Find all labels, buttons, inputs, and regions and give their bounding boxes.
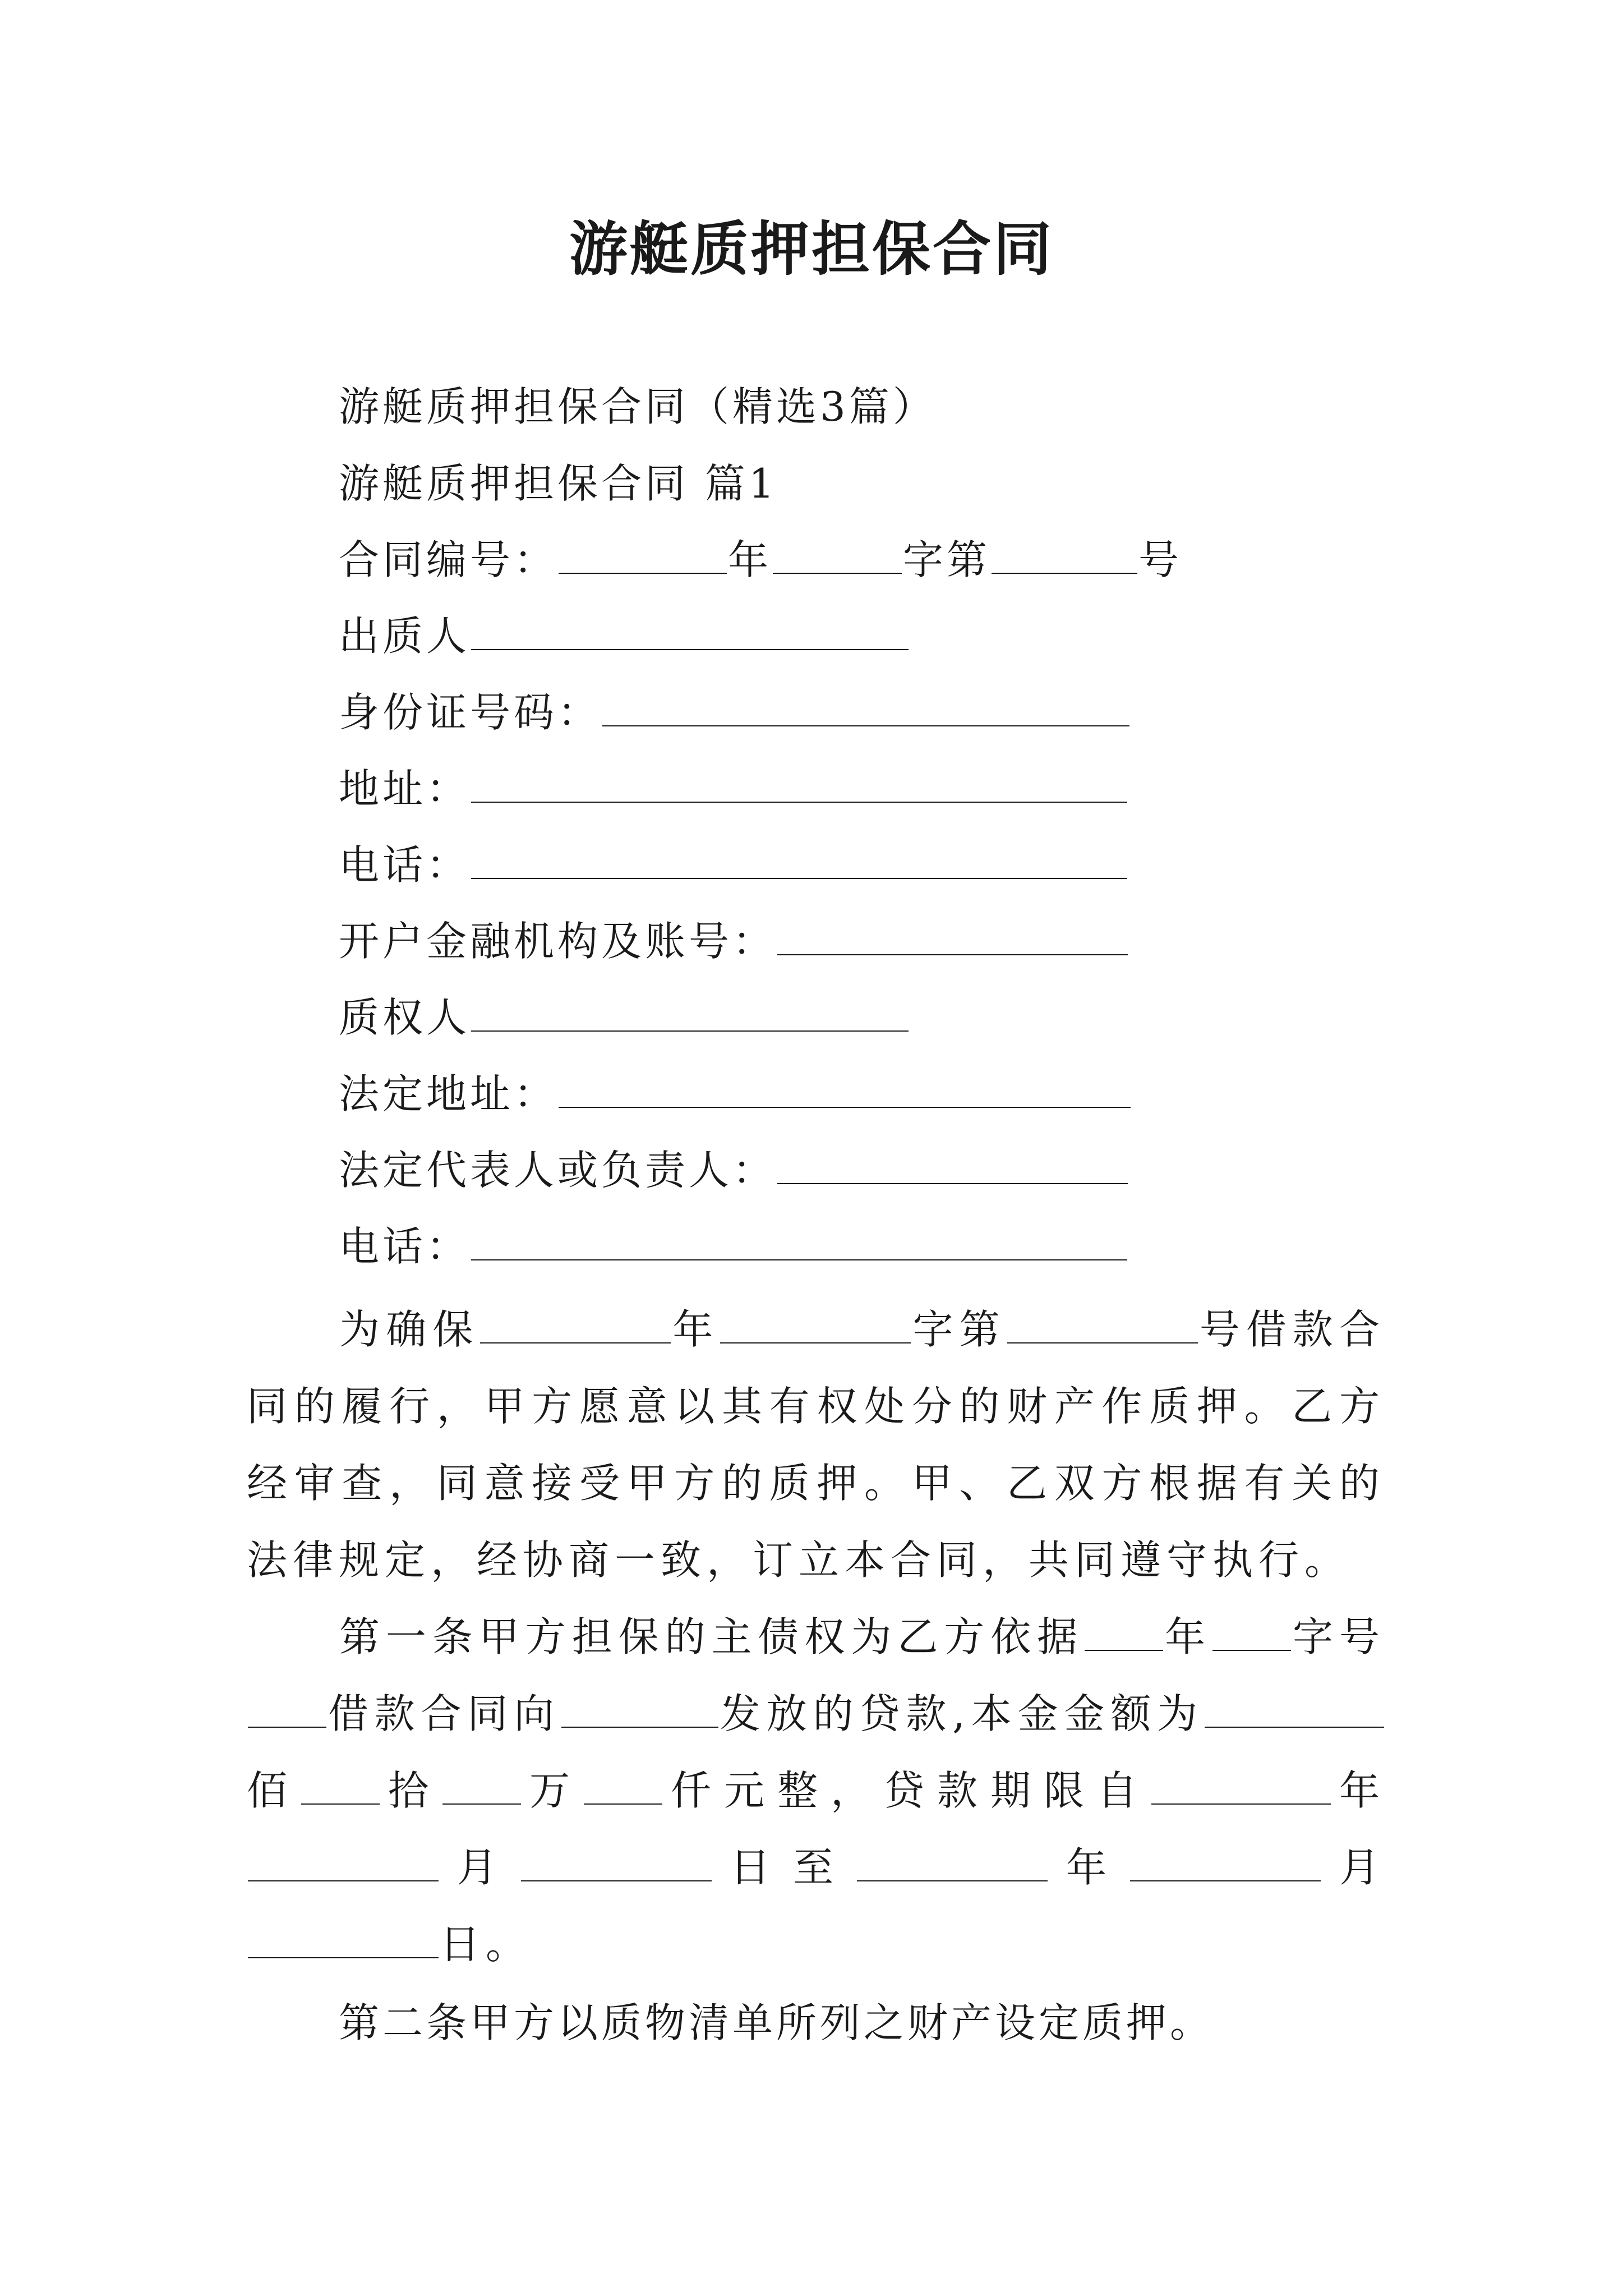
pledgor-address-line: [339, 761, 1128, 817]
article1-lender-blank[interactable]: [561, 1687, 718, 1728]
pledgor-id-label: 身份证号码：: [339, 689, 602, 736]
contract-hao-label: 号: [1138, 536, 1183, 583]
article1-zi-blank[interactable]: [1212, 1611, 1291, 1651]
contract-zi-label: 字第: [903, 536, 991, 583]
contract-number-line: [339, 532, 1182, 588]
pledgee-representative-line: [339, 1142, 1129, 1198]
pledgee-address-line: [339, 1066, 1132, 1122]
article1-text-3: 字号: [1292, 1613, 1385, 1660]
intro-text-3: 字第: [912, 1306, 1006, 1353]
intro-zi-blank[interactable]: [720, 1303, 911, 1343]
pledgee-address-label: 法定地址：: [339, 1070, 558, 1117]
article1-text-13: 年: [1049, 1844, 1129, 1891]
article1-year-blank[interactable]: [1085, 1611, 1163, 1651]
subtitle: 游艇质押担保合同（精选3篇）: [339, 383, 937, 430]
pledgor-id-line: [339, 684, 1131, 740]
article-2-line: 第二条甲方以质物清单所列之财产设定质押。: [339, 1999, 1214, 2046]
intro-number-blank[interactable]: [1007, 1303, 1198, 1343]
article1-end-day-blank[interactable]: [248, 1918, 439, 1958]
pledgor-address-blank[interactable]: [471, 762, 1127, 803]
pledgor-phone-line: [339, 837, 1128, 893]
article1-text-5: 发放的贷款,本金金额为: [720, 1690, 1204, 1737]
article1-text-2: 年: [1164, 1613, 1212, 1660]
article1-start-day-blank[interactable]: [521, 1841, 712, 1881]
article1-text-12: 日至: [713, 1844, 856, 1891]
article1-wan-blank[interactable]: [442, 1764, 521, 1805]
article1-text-9: 仟元整，贷款期限自: [663, 1767, 1150, 1814]
pledgor-blank[interactable]: [471, 610, 909, 650]
article1-end-year-blank[interactable]: [857, 1841, 1048, 1881]
article1-text-1: 第一条甲方担保的主债权为乙方依据: [339, 1613, 1084, 1660]
pledgor-bank-line: [339, 913, 1129, 969]
document-title: 游艇质押担保合同: [569, 214, 1054, 283]
pledgor-phone-blank[interactable]: [471, 839, 1127, 879]
pledgee-representative-blank[interactable]: [777, 1144, 1128, 1184]
article1-qian-blank[interactable]: [584, 1764, 662, 1805]
pledgee-blank[interactable]: [471, 991, 909, 1032]
article1-amount-blank[interactable]: [1205, 1687, 1384, 1728]
contract-year-label: 年: [728, 536, 772, 583]
pledgee-phone-blank[interactable]: [471, 1220, 1127, 1260]
pledgee-line: [339, 990, 910, 1046]
pledgor-phone-label: 电话：: [339, 841, 471, 889]
article-1-paragraph: [247, 1599, 1385, 1983]
article1-start-year-blank[interactable]: [1151, 1764, 1331, 1805]
intro-text-2: 年: [672, 1306, 720, 1353]
pledgor-bank-blank[interactable]: [777, 915, 1128, 955]
contract-zi-blank[interactable]: [773, 533, 902, 574]
article1-end-month-blank[interactable]: [1130, 1841, 1321, 1881]
pledgee-label: 质权人: [339, 994, 471, 1041]
contract-number-label: 合同编号：: [339, 536, 558, 583]
article1-text-15: 日。: [440, 1921, 532, 1968]
article1-text-6: 佰: [247, 1767, 300, 1814]
intro-year-blank[interactable]: [480, 1303, 671, 1343]
pledgor-id-blank[interactable]: [602, 686, 1129, 726]
contract-year-blank[interactable]: [559, 533, 727, 574]
article1-shi-blank[interactable]: [301, 1764, 380, 1805]
pledgee-phone-label: 电话：: [339, 1223, 471, 1270]
pledgee-representative-label: 法定代表人或负责人：: [339, 1147, 777, 1194]
article1-text-7: 拾: [381, 1767, 441, 1814]
pledgee-phone-line: [339, 1218, 1128, 1274]
pledgor-label: 出质人: [339, 613, 471, 660]
article1-start-month-blank[interactable]: [248, 1841, 439, 1881]
article1-text-10: 年: [1331, 1767, 1385, 1814]
pledgor-line: [339, 608, 910, 664]
pledgor-address-label: 地址：: [339, 765, 471, 812]
article1-text-14: 月: [1322, 1844, 1385, 1891]
pledgor-bank-label: 开户金融机构及账号：: [339, 918, 777, 965]
intro-paragraph: [247, 1291, 1385, 1599]
pledgee-address-blank[interactable]: [559, 1068, 1131, 1108]
part-heading: 游艇质押担保合同 篇1: [339, 460, 778, 507]
intro-text-1: 为确保: [339, 1306, 479, 1353]
article1-number-blank[interactable]: [248, 1687, 326, 1728]
contract-number-blank[interactable]: [992, 533, 1137, 574]
article1-text-8: 万: [522, 1767, 583, 1814]
article1-text-11: 月: [440, 1844, 520, 1891]
article1-text-4: 借款合同向: [328, 1690, 561, 1737]
intro-text-4: 号借款合同的履行，甲方愿意以其有权处分的财产作质押。乙方经审查，同意接受甲方的质押。甲、乙双方根据有关的法律规定，经协商一致，订立本合同，共同遵守执行。: [247, 1306, 1385, 1584]
